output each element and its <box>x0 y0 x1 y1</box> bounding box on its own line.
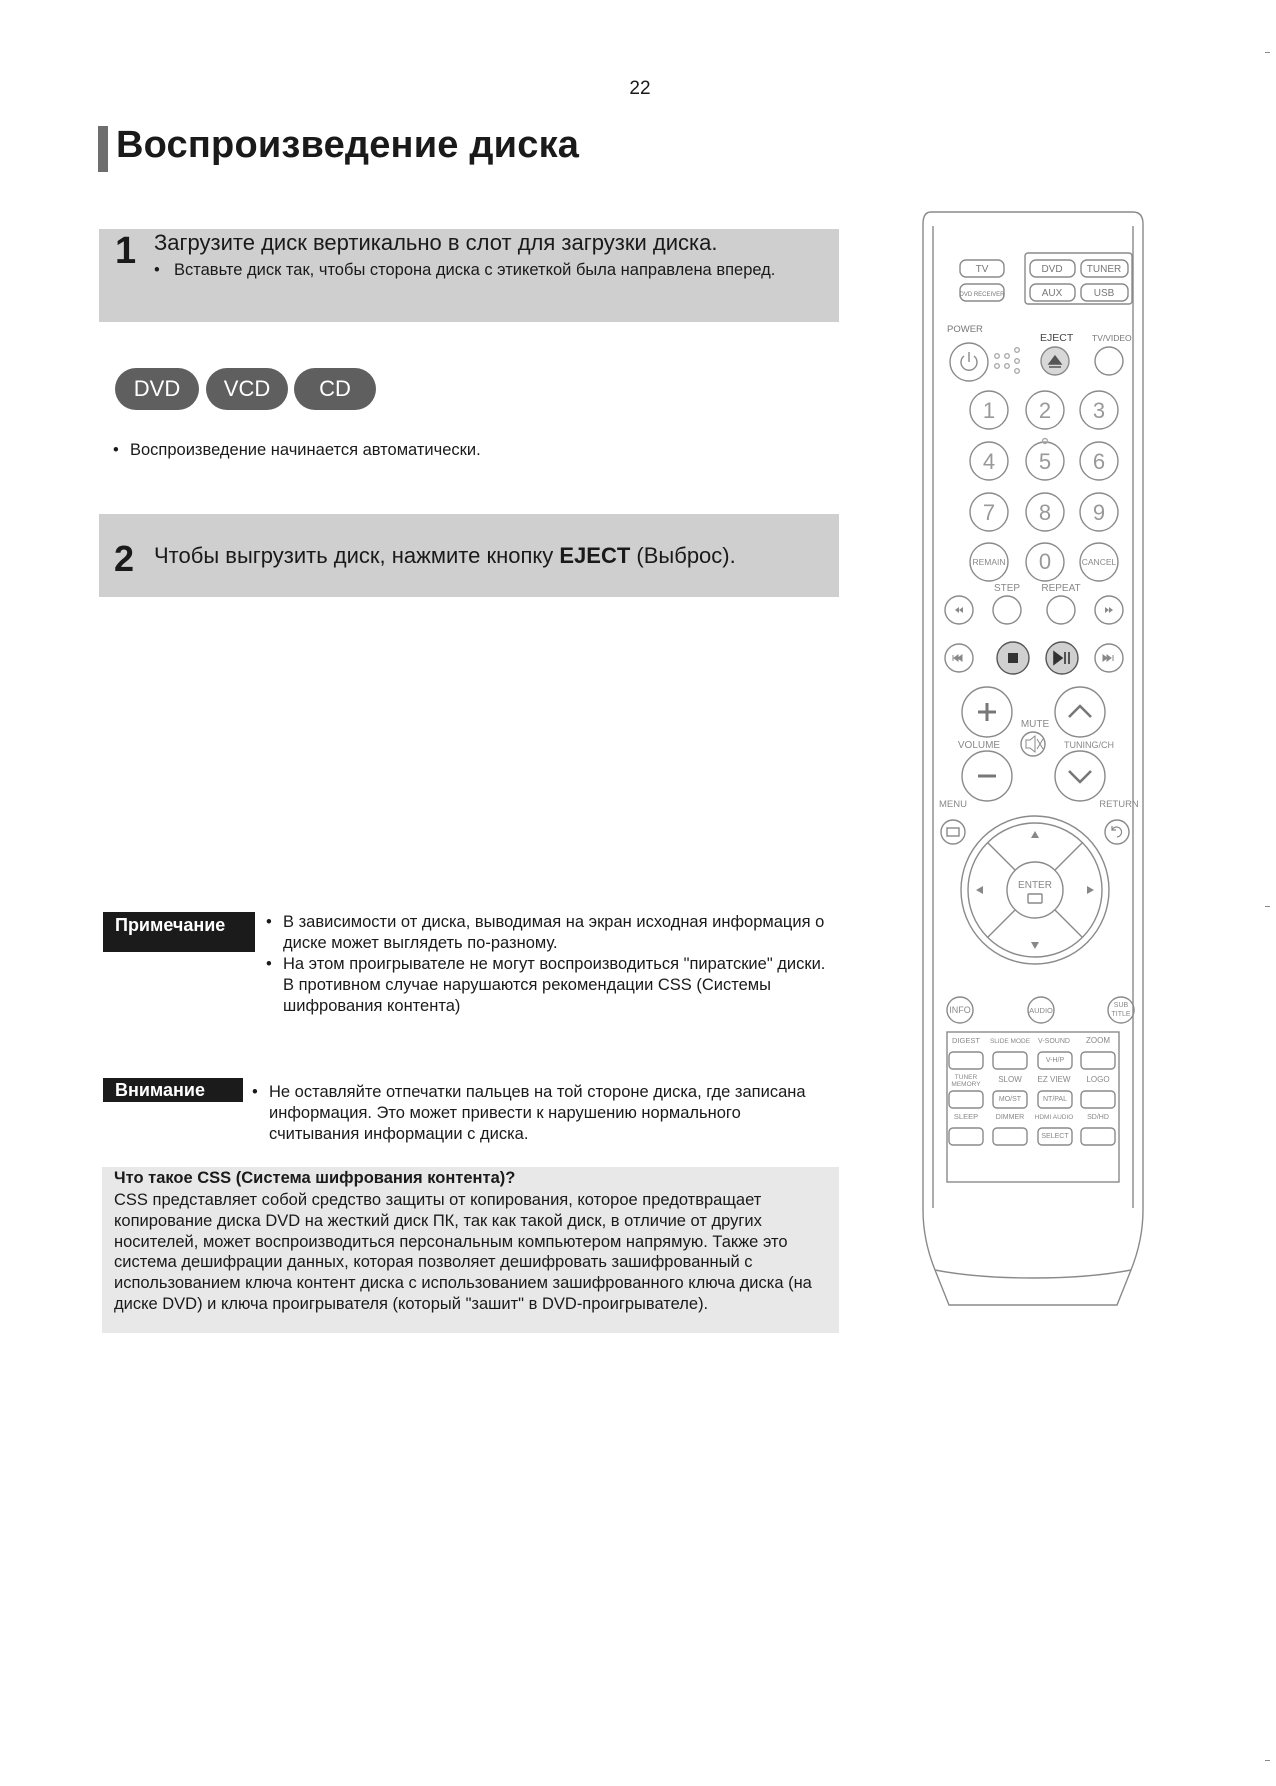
digit-4-label: 4 <box>982 449 996 474</box>
digit-6-label: 6 <box>1092 449 1106 474</box>
mute-icon <box>1026 736 1043 752</box>
caution-label: Внимание <box>103 1078 243 1102</box>
eject-label: EJECT <box>1040 332 1074 344</box>
tuner-memory-label-bottom: MEMORY <box>951 1081 981 1088</box>
step-2-number: 2 <box>114 538 135 579</box>
bullet-icon: • <box>154 261 160 279</box>
chevron-up-icon <box>1069 706 1091 717</box>
dimmer-label: DIMMER <box>995 1114 1025 1121</box>
auto-play-text: Воспроизведение начинается автоматически. <box>130 441 481 459</box>
enter-label: ENTER <box>1018 880 1052 891</box>
power-label: POWER <box>947 324 983 335</box>
note-list <box>266 912 836 1017</box>
bottom-button-panel <box>947 1032 1119 1182</box>
most-label: MO/ST <box>998 1096 1022 1103</box>
transport-row-1 <box>945 596 1123 624</box>
dvd-button-label: DVD <box>1041 264 1063 275</box>
bullet-icon: • <box>252 1083 258 1101</box>
step-1-text: Загрузите диск вертикально в слот для загрузки диска. <box>154 230 718 255</box>
select-label: SELECT <box>1041 1133 1069 1140</box>
bullet-icon: • <box>113 441 119 459</box>
menu-icon <box>947 828 959 836</box>
css-info-title: Что такое CSS (Система шифрования контента)? <box>114 1169 516 1187</box>
dvd-receiver-button-label: DVD RECEIVER <box>959 292 1005 298</box>
info-label: INFO <box>949 1005 971 1015</box>
eject-keyword: EJECT <box>559 543 631 568</box>
arrow-right-icon <box>1087 886 1094 894</box>
remain-label: REMAIN <box>972 557 1006 567</box>
rewind-icon <box>955 607 963 613</box>
channel-down-button <box>1055 751 1105 801</box>
cancel-label: CANCEL <box>1081 557 1117 567</box>
zoom-label: ZOOM <box>1086 1036 1110 1045</box>
fast-forward-icon <box>1105 607 1113 613</box>
volume-label: VOLUME <box>957 740 1001 751</box>
note-item: • В зависимости от диска, выводимая на экран исходная информация о диске может выглядеть по-разному. <box>266 913 825 952</box>
digit-8-label: 8 <box>1038 500 1052 525</box>
subtitle-label-bottom: TITLE <box>1111 1011 1131 1018</box>
step-2-text <box>154 543 736 569</box>
arrow-down-icon <box>1031 942 1039 949</box>
edge-mark <box>1265 52 1270 53</box>
sleep-label: SLEEP <box>953 1112 979 1121</box>
plus-icon <box>978 703 996 721</box>
enter-icon <box>1028 894 1042 903</box>
arrow-left-icon <box>976 886 983 894</box>
vsound-label: V-SOUND <box>1038 1038 1070 1045</box>
hdmi-audio-label: HDMI AUDIO <box>1034 1114 1074 1121</box>
return-icon <box>1112 826 1122 837</box>
power-icon <box>961 352 977 370</box>
page-number: 22 <box>629 78 651 99</box>
remote-control-illustration <box>917 210 1149 1315</box>
bottom-panel-buttons <box>949 1052 1115 1145</box>
css-info-body: CSS представляет собой средство защиты от копирования, которое предотвращает копирование диска DVD на жесткий диск ПК, так как такой диск, в отличие от других носителей, может воспроизводиться персональным компьютером напрямую. Также это система дешифрации данных, которая позволяет дешифровать зашифрованный с использованием ключа контент диска с использованием зашифрованного ключа диска (на диске DVD) и ключа проигрывателя (который "зашит" в DVD-проигрывателе). <box>114 1191 812 1313</box>
caution-item: • Не оставляйте отпечатки пальцев на той стороне диска, где записана информация. Это может привести к нарушению нормального считывания информации с диска. <box>252 1083 806 1143</box>
repeat-label: REPEAT <box>1041 583 1081 594</box>
step-2-text-start: Чтобы выгрузить диск, нажмите кнопку <box>154 543 560 568</box>
digit-2-label: 2 <box>1038 398 1052 423</box>
previous-icon <box>953 655 962 661</box>
page-title: Воспроизведение диска <box>116 124 580 166</box>
step-1-number: 1 <box>115 230 137 272</box>
slow-label: SLOW <box>998 1075 1022 1084</box>
audio-label: AUDIO <box>1029 1006 1053 1015</box>
digit-5-label: 5 <box>1038 449 1052 474</box>
chevron-down-icon <box>1069 771 1091 782</box>
digit-9-label: 9 <box>1092 500 1106 525</box>
usb-button-label: USB <box>1093 288 1115 299</box>
stop-icon <box>1008 653 1018 663</box>
tvvideo-button <box>1095 347 1123 375</box>
vhp-label: V-H/P <box>1045 1057 1065 1064</box>
bullet-icon: • <box>266 913 272 931</box>
ezview-label: EZ VIEW <box>1037 1075 1071 1084</box>
ntpal-label: NT/PAL <box>1043 1096 1067 1103</box>
subtitle-button <box>1108 997 1134 1023</box>
slide-mode-label: SLIDE MODE <box>989 1038 1031 1045</box>
digit-5-marker-icon <box>1043 439 1048 444</box>
step-1-bullet-text: Вставьте диск так, чтобы сторона диска с этикеткой была направлена вперед. <box>174 261 776 279</box>
digit-1-label: 1 <box>982 398 996 423</box>
digit-3-label: 3 <box>1092 398 1106 423</box>
return-button <box>1105 820 1129 844</box>
logo-label: LOGO <box>1086 1075 1110 1084</box>
bullet-icon: • <box>266 955 272 973</box>
tuning-label: TUNING/CH <box>1064 740 1114 750</box>
caution-list <box>252 1082 812 1145</box>
mute-button <box>1021 732 1045 756</box>
return-label: RETURN <box>1099 799 1139 810</box>
arrow-up-icon <box>1031 831 1039 838</box>
digest-label: DIGEST <box>952 1036 980 1045</box>
step-1-bullet <box>154 260 794 281</box>
channel-up-button <box>1055 687 1105 737</box>
disc-badge-cd: CD <box>294 368 376 410</box>
subtitle-label-top: SUB <box>1113 1002 1129 1009</box>
note-label: Примечание <box>103 912 255 952</box>
remote-bottom-curve <box>935 1270 1131 1278</box>
disc-badge-dvd: DVD <box>115 368 199 410</box>
title-accent-bar <box>98 126 108 172</box>
menu-button <box>941 820 965 844</box>
sdhd-label: SD/HD <box>1087 1114 1109 1121</box>
tv-button-label: TV <box>975 264 989 275</box>
edge-mark <box>1265 1760 1270 1761</box>
digit-0-label: 0 <box>1038 549 1052 574</box>
tvvideo-label: TV/VIDEO <box>1092 333 1132 343</box>
disc-badge-vcd: VCD <box>206 368 288 410</box>
aux-button-label: AUX <box>1041 288 1063 299</box>
step-2-text-end: (Выброс). <box>630 543 736 568</box>
mute-label: MUTE <box>1020 719 1050 730</box>
auto-play-note <box>113 440 481 461</box>
digit-7-label: 7 <box>982 500 996 525</box>
menu-label: MENU <box>939 799 967 810</box>
note-item: • На этом проигрывателе не могут воспроизводиться "пиратские" диски. В противном случае нарушаются рекомендации CSS (Системы шифрования контента) <box>266 955 826 1015</box>
next-icon <box>1103 655 1113 661</box>
step-label: STEP <box>993 583 1021 594</box>
edge-mark <box>1265 906 1270 907</box>
tuner-button-label: TUNER <box>1086 264 1122 275</box>
sensor-dots <box>995 348 1020 374</box>
tuner-memory-label-top: TUNER <box>954 1074 978 1081</box>
